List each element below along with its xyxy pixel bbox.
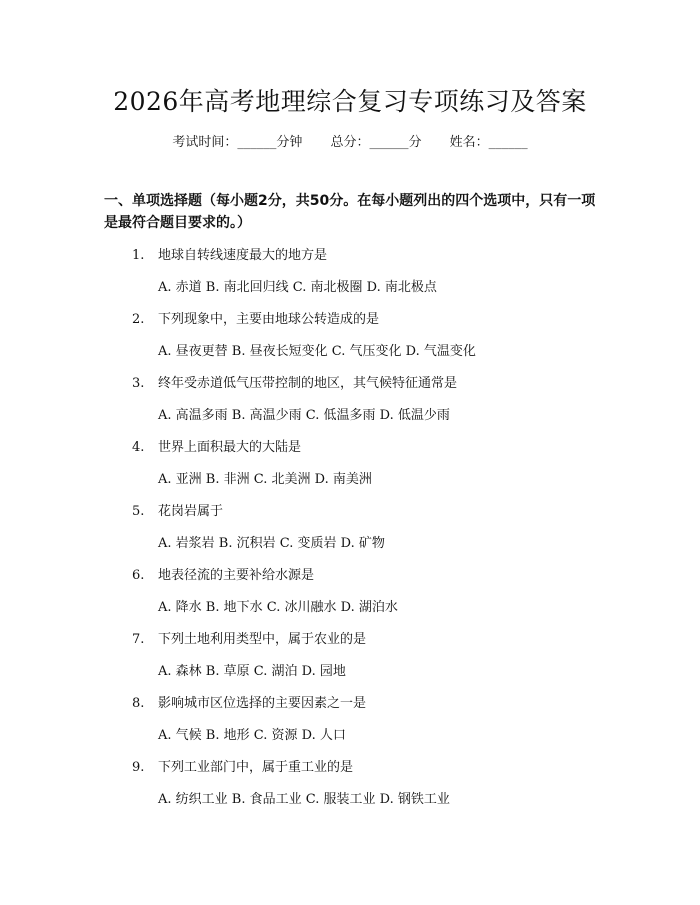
question-number: 9. bbox=[132, 760, 145, 775]
question-stem bbox=[132, 436, 301, 455]
question-text: 下列土地利用类型中，属于农业的是 bbox=[158, 632, 367, 647]
question-options: A. 高温多雨 B. 高温少雨 C. 低温多雨 D. 低温少雨 bbox=[158, 408, 450, 423]
question-stem bbox=[132, 628, 366, 647]
question-number: 1. bbox=[132, 248, 145, 263]
question-number: 8. bbox=[132, 696, 145, 711]
section-heading: 一、单项选择题（每小题2分，共50分。在每小题列出的四个选项中，只有一项是最符合题目要求的。） bbox=[104, 193, 596, 231]
page-title: 2026年高考地理综合复习专项练习及答案 bbox=[113, 87, 587, 116]
question-number: 3. bbox=[132, 376, 145, 391]
student-name: 姓名：______ bbox=[449, 135, 528, 150]
exam-meta bbox=[0, 131, 700, 150]
question-number: 7. bbox=[132, 632, 145, 647]
question-options: A. 气候 B. 地形 C. 资源 D. 人口 bbox=[158, 728, 346, 743]
exam-score: 总分：______分 bbox=[330, 135, 422, 150]
question-stem bbox=[132, 564, 314, 583]
exam-time: 考试时间：______分钟 bbox=[172, 135, 303, 150]
question-number: 2. bbox=[132, 312, 145, 327]
question-text: 下列工业部门中，属于重工业的是 bbox=[158, 760, 354, 775]
question-options: A. 降水 B. 地下水 C. 冰川融水 D. 湖泊水 bbox=[158, 600, 398, 615]
question-options: A. 岩浆岩 B. 沉积岩 C. 变质岩 D. 矿物 bbox=[158, 536, 385, 551]
question-options: A. 亚洲 B. 非洲 C. 北美洲 D. 南美洲 bbox=[158, 472, 372, 487]
question-text: 地表径流的主要补给水源是 bbox=[158, 568, 315, 583]
question-stem bbox=[132, 692, 366, 711]
question-text: 影响城市区位选择的主要因素之一是 bbox=[158, 696, 367, 711]
question-text: 世界上面积最大的大陆是 bbox=[158, 440, 302, 455]
question-stem bbox=[132, 500, 223, 519]
question-text: 花岗岩属于 bbox=[158, 504, 224, 519]
question-stem bbox=[132, 244, 327, 263]
question-number: 4. bbox=[132, 440, 145, 455]
question-text: 下列现象中，主要由地球公转造成的是 bbox=[158, 312, 380, 327]
question-stem bbox=[132, 372, 457, 391]
question-number: 5. bbox=[132, 504, 145, 519]
question-options: A. 森林 B. 草原 C. 湖泊 D. 园地 bbox=[158, 664, 346, 679]
question-text: 终年受赤道低气压带控制的地区，其气候特征通常是 bbox=[158, 376, 458, 391]
question-options: A. 赤道 B. 南北回归线 C. 南北极圈 D. 南北极点 bbox=[158, 280, 437, 295]
question-options: A. 纺织工业 B. 食品工业 C. 服装工业 D. 钢铁工业 bbox=[158, 792, 450, 807]
question-stem bbox=[132, 756, 353, 775]
question-text: 地球自转线速度最大的地方是 bbox=[158, 248, 328, 263]
question-options: A. 昼夜更替 B. 昼夜长短变化 C. 气压变化 D. 气温变化 bbox=[158, 344, 476, 359]
question-stem bbox=[132, 308, 379, 327]
question-number: 6. bbox=[132, 568, 145, 583]
